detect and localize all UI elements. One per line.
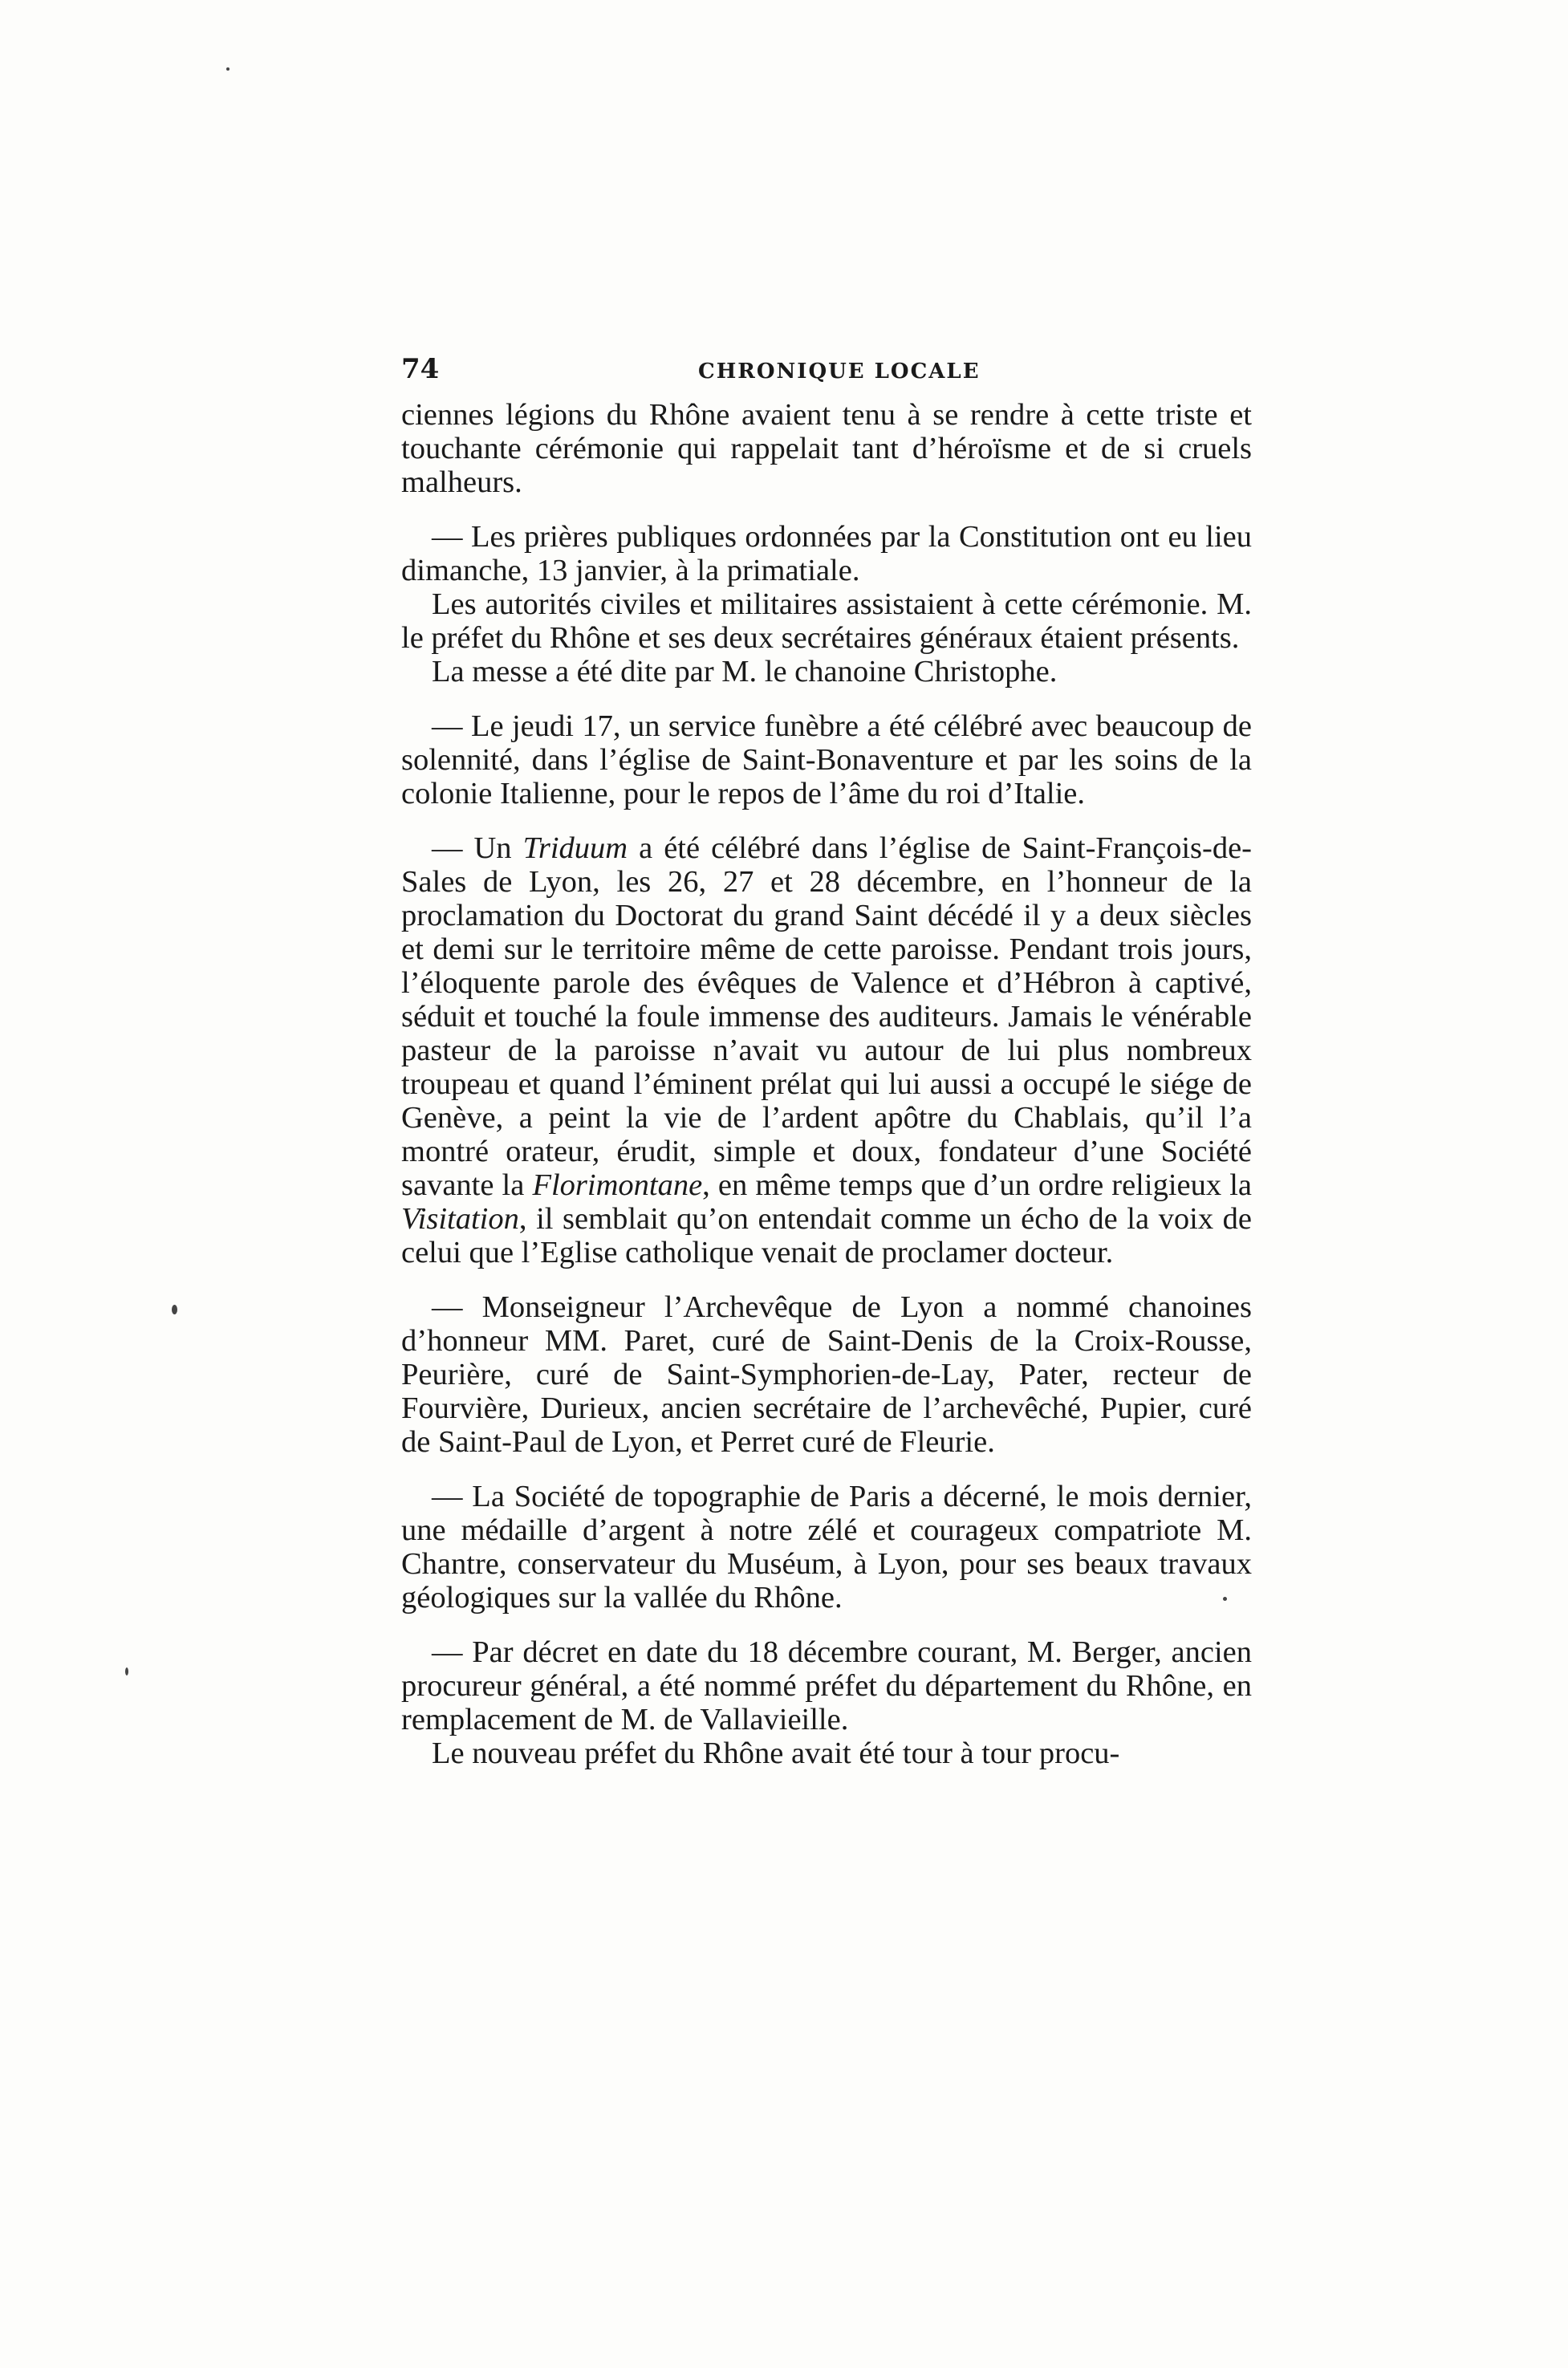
running-header-title: CHRONIQUE LOCALE — [698, 359, 981, 384]
paragraph-service-funebre: — Le jeudi 17, un service funèbre a été célébré avec beaucoup de solennité, dans l’église de Saint-Bonaventure et par les soins de la colonie Italienne, pour le repos de l’âme du roi d’Italie. — [401, 709, 1252, 810]
paragraph-decret-prefet: — Par décret en date du 18 décembre courant, M. Berger, ancien procureur général, a été nommé préfet du département du Rhône, en remplacement de M. de Vallavieille. — [401, 1635, 1252, 1736]
paragraph-prieres-publiques: — Les prières publiques ordonnées par la Constitution ont eu lieu dimanche, 13 janvier, à la primatiale. — [401, 520, 1252, 587]
italic-triduum: Triduum — [522, 831, 628, 865]
paragraph-messe: La messe a été dite par M. le chanoine Christophe. — [432, 655, 1058, 688]
paragraph-societe-topographie: — La Société de topographie de Paris a décerné, le mois dernier, une médaille d’argent à notre zélé et courageux compatriote M. Chantre, conservateur du Muséum, à Lyon, pour ses beaux travaux géologiques sur la vallée du Rhône. — [401, 1480, 1252, 1615]
italic-florimontane: Florimontane — [532, 1168, 703, 1202]
text-run: — Un — [432, 831, 523, 865]
ink-speck — [226, 67, 230, 71]
italic-visitation: Visitation — [401, 1202, 519, 1236]
text-run: a été célébré dans l’église de Saint-François-de-Sales de Lyon, les 26, 27 et 28 décembre, en l’honneur de la proclamation du Doctorat du grand Saint décédé il y a deux siècles et demi sur le territoire même de cette paroisse. Pendant trois jours, l’éloquente parole des évêques de Valence et d’Hébron à captivé, séduit et touché la foule immense des auditeurs. Jamais le vénérable pasteur de la paroisse n’avait vu autour de lui plus nombreux troupeau et quand l’éminent prélat qui lui aussi a occupé le siége de Genève, a peint la vie de l’ardent apôtre du Chablais, qu’il l’a montré orateur, érudit, simple et doux, fondateur d’une Société savante la — [401, 831, 1252, 1202]
paragraph-nouveau-prefet: Le nouveau préfet du Rhône avait été tour à tour procu- — [432, 1736, 1120, 1770]
ink-speck — [172, 1305, 177, 1314]
page-number: 74 — [401, 353, 440, 385]
running-head — [401, 353, 1252, 393]
text-run: , en même temps que d’un ordre religieux la — [702, 1168, 1252, 1202]
text-run: , il semblait qu’on entendait comme un écho de la voix de celui que l’Eglise catholique venait de proclamer docteur. — [401, 1202, 1252, 1269]
ink-speck — [125, 1667, 128, 1675]
paragraph-triduum — [401, 831, 1252, 1269]
paragraph-chanoines: — Monseigneur l’Archevêque de Lyon a nommé chanoines d’honneur MM. Paret, curé de Saint-Denis de la Croix-Rousse, Peurière, curé de Saint-Symphorien-de-Lay, Pater, recteur de Fourvière, Durieux, ancien secrétaire de l’archevêché, Pupier, curé de Saint-Paul de Lyon, et Perret curé de Fleurie. — [401, 1290, 1252, 1459]
paragraph-autorites: Les autorités civiles et militaires assistaient à cette cérémonie. M. le préfet du Rhône et ses deux secrétaires généraux étaient présents. — [401, 587, 1252, 655]
text-block — [401, 353, 1252, 1770]
paragraph-legions: ciennes légions du Rhône avaient tenu à se rendre à cette triste et touchante cérémonie qui rappelait tant d’héroïsme et de si cruels malheurs. — [401, 398, 1252, 499]
